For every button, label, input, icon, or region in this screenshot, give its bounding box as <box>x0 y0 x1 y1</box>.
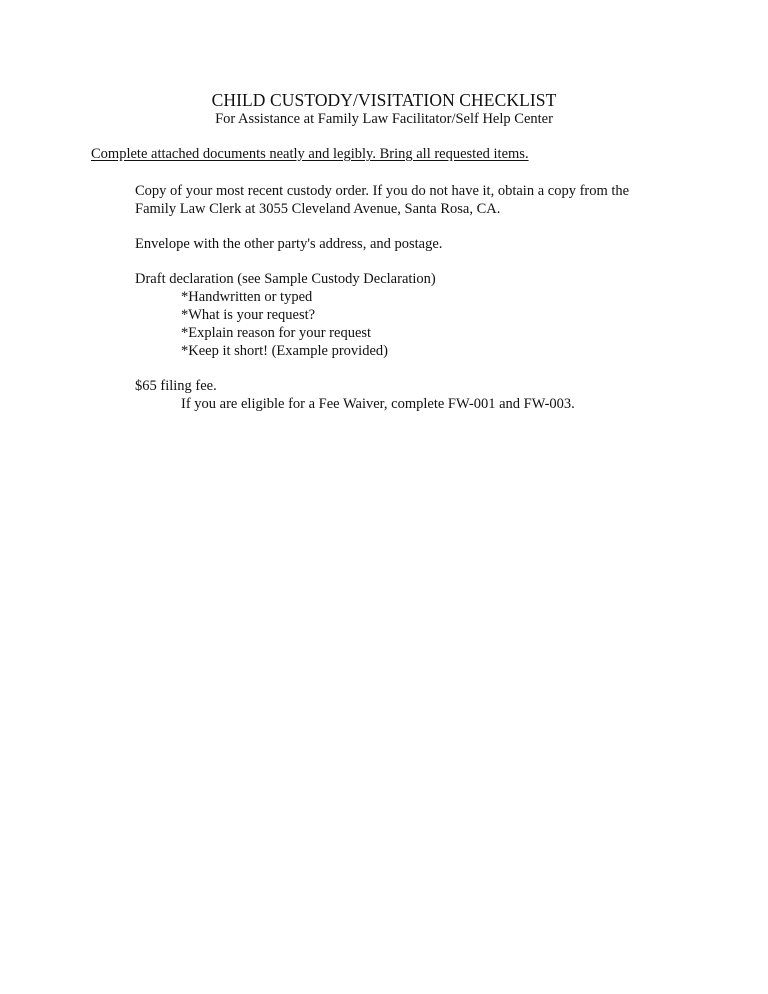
checklist-subitem: *Keep it short! (Example provided) <box>181 343 388 359</box>
checklist-subitem: *Handwritten or typed <box>181 289 313 305</box>
checklist-item-declaration <box>135 270 436 360</box>
checklist-item-line: Family Law Clerk at 3055 Cleveland Avenue, Santa Rosa, CA. <box>135 201 501 217</box>
instruction-text: Complete attached documents neatly and legibly. Bring all requested items. <box>91 146 529 162</box>
checklist-subitem: *Explain reason for your request <box>181 325 372 341</box>
checklist-item-filing-fee <box>135 377 575 413</box>
checklist-subitem: If you are eligible for a Fee Waiver, complete FW-001 and FW-003. <box>181 396 575 412</box>
checklist-item-custody-order <box>135 182 629 218</box>
document-title: CHILD CUSTODY/VISITATION CHECKLIST <box>211 90 557 110</box>
checklist-item-envelope <box>135 235 442 253</box>
checklist-item-line: Draft declaration (see Sample Custody Declaration) <box>135 271 436 287</box>
checklist-subitem: *What is your request? <box>181 307 316 323</box>
checklist-item-line: Copy of your most recent custody order. If you do not have it, obtain a copy from the <box>135 183 630 199</box>
checklist-item-line: Envelope with the other party's address, and postage. <box>135 236 443 252</box>
checklist-item-line: $65 filing fee. <box>135 378 217 394</box>
document-subtitle: For Assistance at Family Law Facilitator/Self Help Center <box>215 111 553 127</box>
